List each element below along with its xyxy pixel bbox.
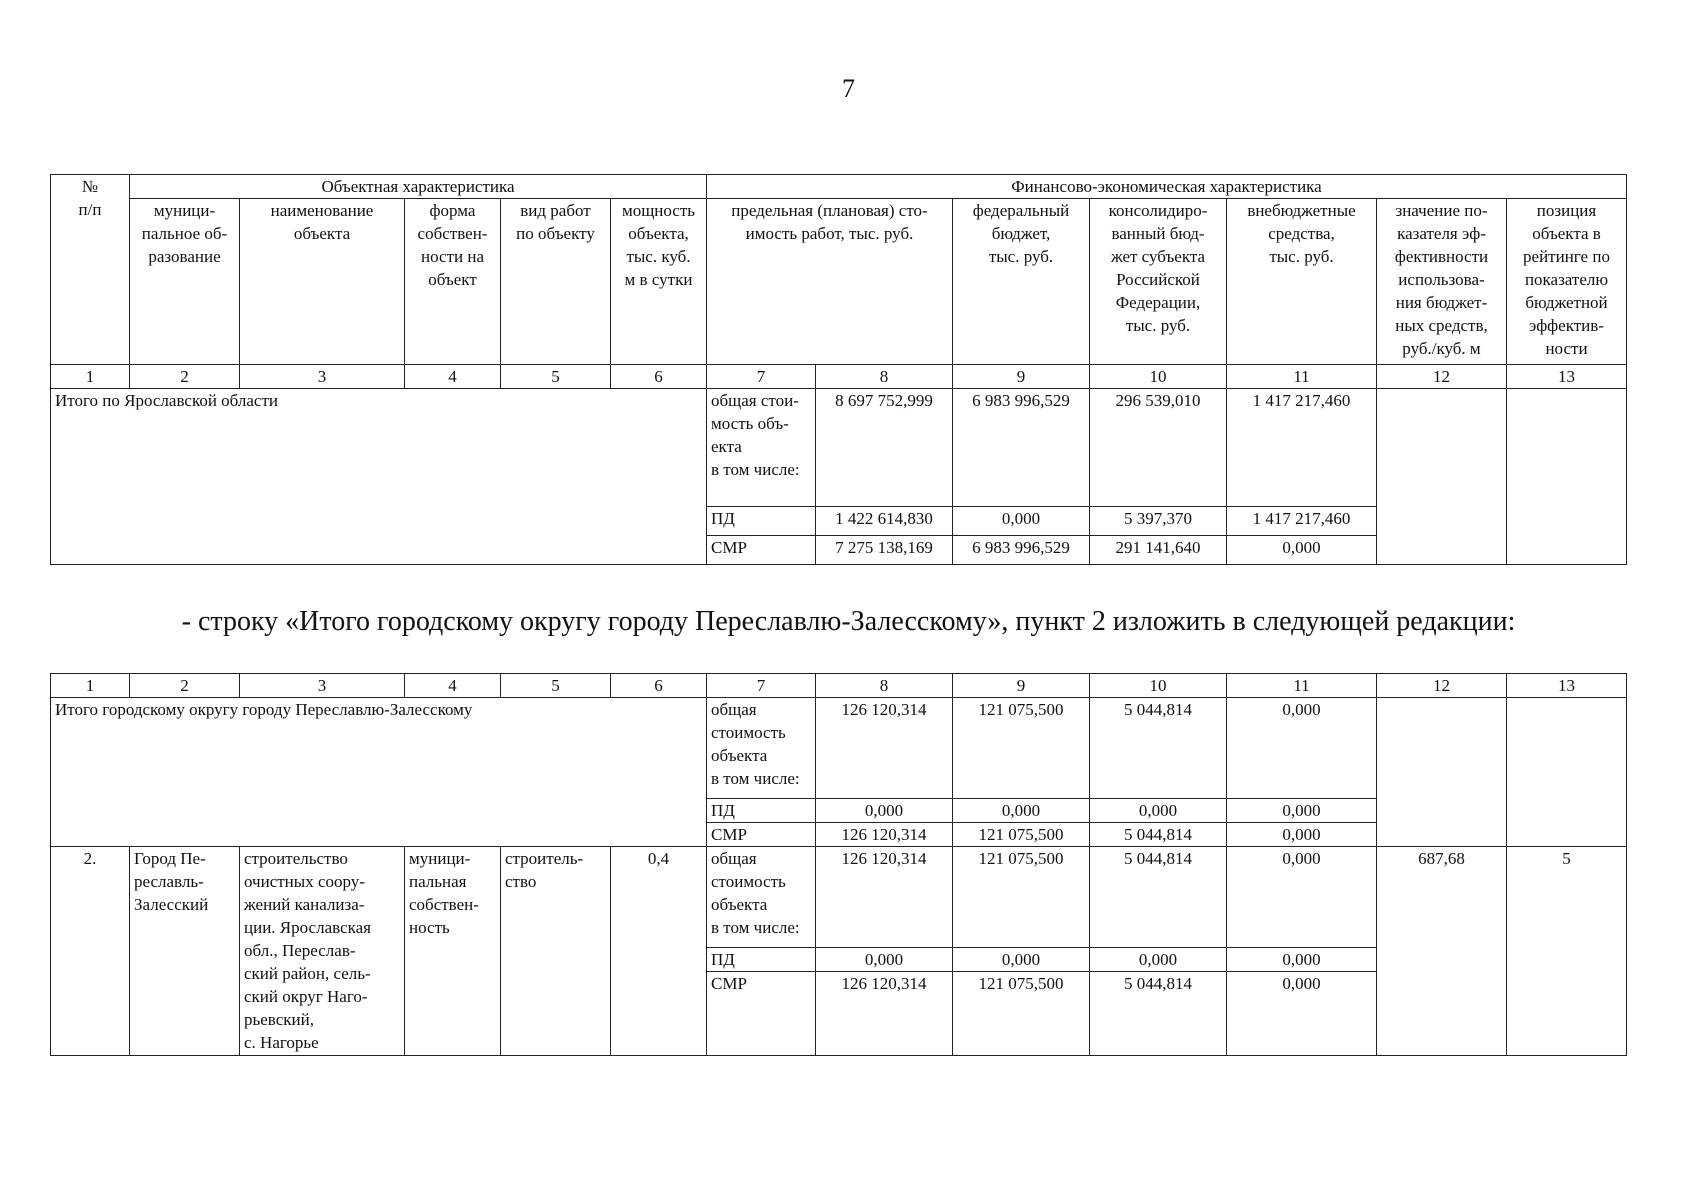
federal-value: 121 075,500 bbox=[953, 698, 1090, 799]
regional-value: 5 044,814 bbox=[1090, 972, 1227, 1056]
header-rank: позиция объекта в рейтинге по показателю бюджетной эффектив- ности bbox=[1507, 199, 1627, 365]
efficiency-empty bbox=[1377, 389, 1507, 565]
header-efficiency: значение по- казателя эф- фективности использова- ния бюджет- ных средств, руб./куб. м bbox=[1377, 199, 1507, 365]
total-cost: 8 697 752,999 bbox=[816, 389, 953, 507]
col-num: 7 bbox=[707, 365, 816, 389]
summary-table-yaroslavl bbox=[50, 174, 1627, 565]
col-num: 5 bbox=[501, 674, 611, 698]
total-cost: 126 120,314 bbox=[816, 847, 953, 948]
item-rank: 5 bbox=[1507, 847, 1627, 1056]
regional-value: 0,000 bbox=[1090, 948, 1227, 972]
header-federal-budget: федеральный бюджет, тыс. руб. bbox=[953, 199, 1090, 365]
cost-type: ПД bbox=[707, 948, 816, 972]
federal-value: 0,000 bbox=[953, 507, 1090, 536]
header-no: № п/п bbox=[51, 175, 130, 365]
col-num: 13 bbox=[1507, 365, 1627, 389]
col-num: 3 bbox=[240, 365, 405, 389]
regional-value: 5 044,814 bbox=[1090, 698, 1227, 799]
col-num: 6 bbox=[611, 365, 707, 389]
total-cost: 0,000 bbox=[816, 948, 953, 972]
federal-value: 121 075,500 bbox=[953, 972, 1090, 1056]
total-cost: 0,000 bbox=[816, 799, 953, 823]
total-cost: 126 120,314 bbox=[816, 972, 953, 1056]
cost-type: общая стоимость объекта в том числе: bbox=[707, 698, 816, 799]
col-num: 11 bbox=[1227, 365, 1377, 389]
item-object-name: строительство очистных соору- жений канализа- ции. Ярославская обл., Переслав- ский район, сель- ский округ Наго- рьевский, с. Нагорье bbox=[240, 847, 405, 1056]
amendment-instruction: - строку «Итого городскому округу городу Переславлю-Залесскому», пункт 2 изложить в следующей редакции: bbox=[181, 606, 1516, 637]
col-num: 11 bbox=[1227, 674, 1377, 698]
header-regional-budget: консолидиро- ванный бюд- жет субъекта Российской Федерации, тыс. руб. bbox=[1090, 199, 1227, 365]
offbudget-value: 0,000 bbox=[1227, 799, 1377, 823]
offbudget-value: 0,000 bbox=[1227, 536, 1377, 565]
header-object-characteristic: Объектная характеристика bbox=[130, 175, 707, 199]
col-num: 2 bbox=[130, 674, 240, 698]
col-num: 3 bbox=[240, 674, 405, 698]
regional-value: 291 141,640 bbox=[1090, 536, 1227, 565]
regional-value: 5 044,814 bbox=[1090, 847, 1227, 948]
column-number-row bbox=[51, 365, 1627, 389]
item-number: 2. bbox=[51, 847, 130, 1056]
offbudget-value: 0,000 bbox=[1227, 847, 1377, 948]
col-num: 9 bbox=[953, 674, 1090, 698]
col-num: 10 bbox=[1090, 674, 1227, 698]
district-total-label: Итого городскому округу городу Переславлю-Залесскому bbox=[51, 698, 707, 847]
offbudget-value: 0,000 bbox=[1227, 948, 1377, 972]
efficiency-empty bbox=[1377, 698, 1507, 847]
federal-value: 121 075,500 bbox=[953, 823, 1090, 847]
col-num: 8 bbox=[816, 674, 953, 698]
total-cost: 126 120,314 bbox=[816, 823, 953, 847]
item-work-type: строитель- ство bbox=[501, 847, 611, 1056]
rank-empty bbox=[1507, 698, 1627, 847]
item-efficiency: 687,68 bbox=[1377, 847, 1507, 1056]
header-object-name: наименование объекта bbox=[240, 199, 405, 365]
col-num: 4 bbox=[405, 674, 501, 698]
header-max-cost: предельная (плановая) сто- имость работ, тыс. руб. bbox=[707, 199, 953, 365]
col-num: 1 bbox=[51, 365, 130, 389]
header-municipality: муници- пальное об- разование bbox=[130, 199, 240, 365]
region-total-label: Итого по Ярославской области bbox=[51, 389, 707, 565]
col-num: 4 bbox=[405, 365, 501, 389]
offbudget-value: 0,000 bbox=[1227, 823, 1377, 847]
col-num: 1 bbox=[51, 674, 130, 698]
federal-value: 0,000 bbox=[953, 799, 1090, 823]
header-ownership: форма собствен- ности на объект bbox=[405, 199, 501, 365]
column-number-row bbox=[51, 674, 1627, 698]
cost-type: общая стои- мость объ- екта в том числе: bbox=[707, 389, 816, 507]
offbudget-value: 1 417 217,460 bbox=[1227, 507, 1377, 536]
item-ownership: муници- пальная собствен- ность bbox=[405, 847, 501, 1056]
table-row bbox=[51, 389, 1627, 507]
header-capacity: мощность объекта, тыс. куб. м в сутки bbox=[611, 199, 707, 365]
federal-value: 0,000 bbox=[953, 948, 1090, 972]
table-row bbox=[51, 847, 1627, 948]
cost-type: СМР bbox=[707, 536, 816, 565]
col-num: 5 bbox=[501, 365, 611, 389]
col-num: 10 bbox=[1090, 365, 1227, 389]
cost-type: СМР bbox=[707, 823, 816, 847]
federal-value: 6 983 996,529 bbox=[953, 536, 1090, 565]
header-offbudget: внебюджетные средства, тыс. руб. bbox=[1227, 199, 1377, 365]
cost-type: общая стоимость объекта в том числе: bbox=[707, 847, 816, 948]
table-row bbox=[51, 698, 1627, 799]
col-num: 2 bbox=[130, 365, 240, 389]
federal-value: 121 075,500 bbox=[953, 847, 1090, 948]
header-financial-characteristic: Финансово-экономическая характеристика bbox=[707, 175, 1627, 199]
col-num: 6 bbox=[611, 674, 707, 698]
cost-type: ПД bbox=[707, 507, 816, 536]
offbudget-value: 0,000 bbox=[1227, 698, 1377, 799]
amended-table-pereslavl bbox=[50, 673, 1627, 1056]
page-number: 7 bbox=[842, 74, 855, 103]
col-num: 8 bbox=[816, 365, 953, 389]
header-work-type: вид работ по объекту bbox=[501, 199, 611, 365]
regional-value: 296 539,010 bbox=[1090, 389, 1227, 507]
regional-value: 0,000 bbox=[1090, 799, 1227, 823]
col-num: 7 bbox=[707, 674, 816, 698]
rank-empty bbox=[1507, 389, 1627, 565]
federal-value: 6 983 996,529 bbox=[953, 389, 1090, 507]
item-capacity: 0,4 bbox=[611, 847, 707, 1056]
regional-value: 5 044,814 bbox=[1090, 823, 1227, 847]
offbudget-value: 0,000 bbox=[1227, 972, 1377, 1056]
total-cost: 126 120,314 bbox=[816, 698, 953, 799]
col-num: 12 bbox=[1377, 365, 1507, 389]
cost-type: ПД bbox=[707, 799, 816, 823]
col-num: 9 bbox=[953, 365, 1090, 389]
cost-type: СМР bbox=[707, 972, 816, 1056]
total-cost: 1 422 614,830 bbox=[816, 507, 953, 536]
regional-value: 5 397,370 bbox=[1090, 507, 1227, 536]
col-num: 13 bbox=[1507, 674, 1627, 698]
offbudget-value: 1 417 217,460 bbox=[1227, 389, 1377, 507]
total-cost: 7 275 138,169 bbox=[816, 536, 953, 565]
col-num: 12 bbox=[1377, 674, 1507, 698]
item-municipality: Город Пе- реславль- Залесский bbox=[130, 847, 240, 1056]
